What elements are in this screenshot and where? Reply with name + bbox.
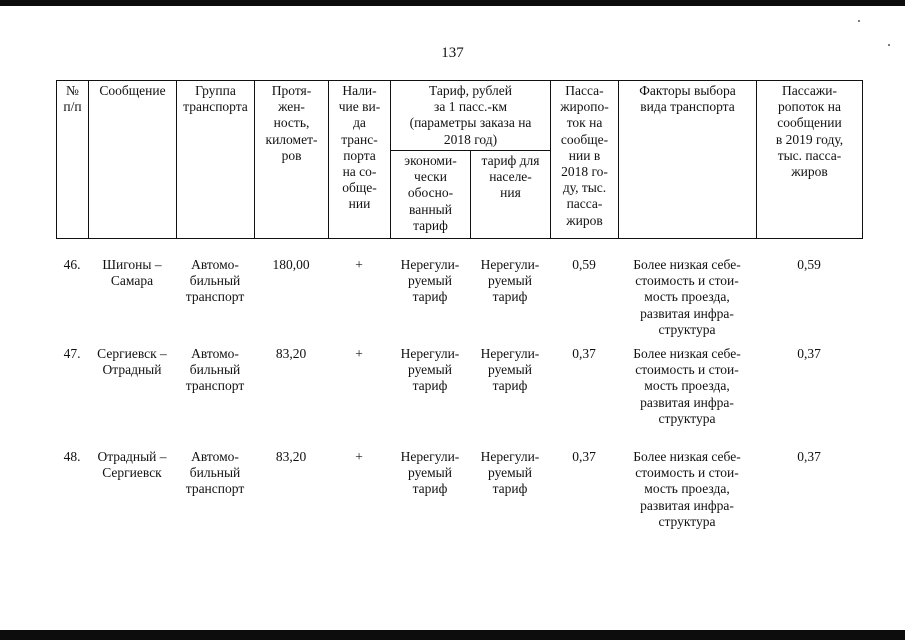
cell-factors [618,346,756,449]
cell-line: тариф [492,289,528,305]
cell-tariff-econ [390,346,470,449]
cell-line: 48. [63,449,81,464]
cell-length [254,346,328,449]
cell-line: да [353,115,366,131]
cell-line: тариф для [481,153,540,168]
cell-length [254,239,328,346]
header-tariff-econ [391,151,471,239]
cell-line: + [355,449,363,464]
page-number: 137 [441,45,464,61]
cell-line: обосно- [407,185,454,201]
header-group [177,81,255,239]
header-tariff-pop [471,151,551,239]
cell-line: руемый [408,362,452,378]
cell-line: тариф [492,378,528,394]
cell-line: Пассажи- [782,83,837,98]
cell-line: транспорт [185,289,245,305]
cell-line: бильный [189,362,241,378]
cell-tariff-econ [390,239,470,346]
cell-line: Отрадный – [97,449,167,464]
cell-line: населе- [489,169,532,185]
cell-route [88,449,176,552]
cell-line: транс- [341,131,378,147]
cell-line: 0,37 [572,449,596,464]
cell-flow2018 [550,346,618,449]
cell-line: бильный [189,273,241,289]
cell-line: в 2019 году, [775,131,844,147]
cell-line: руемый [408,273,452,289]
cell-line: Нерегули- [480,257,540,272]
cell-line: ность, [273,115,310,131]
cell-line: Сергиевск [102,465,162,481]
header-num [57,81,89,239]
cell-line: структура [658,513,716,529]
cell-route [88,346,176,449]
cell-line: Автомо- [191,449,239,464]
cell-line: Пасса- [565,83,604,98]
cell-line: экономи- [404,153,457,168]
cell-line: структура [658,410,716,426]
cell-num [56,346,88,449]
cell-line: Нерегули- [400,346,460,361]
cell-line: 83,20 [275,449,307,464]
cell-flow2019 [756,346,862,449]
cell-line: обще- [342,180,377,196]
cell-line: Нерегули- [480,449,540,464]
top-scan-border [0,0,905,6]
table-row [56,346,862,449]
cell-line: (параметры заказа на [409,115,532,131]
cell-line: Сергиевск – [97,346,167,361]
cell-line: п/п [63,99,82,115]
cell-num [56,239,88,346]
header-length [255,81,329,239]
cell-line: структура [658,321,716,337]
cell-line: 0,37 [797,449,821,464]
cell-line: Шигоны – [102,257,162,272]
cell-line: стоимость и стои- [635,273,739,289]
cell-group [176,346,254,449]
cell-line: жен- [278,99,305,115]
cell-line: чие ви- [338,99,381,115]
cell-line: транспорт [185,378,245,394]
cell-line: развитая инфра- [640,305,734,321]
cell-line: ропоток на [778,99,841,115]
header-flow-2019 [757,81,863,239]
header-route [89,81,177,239]
cell-line: ток на [566,115,603,131]
cell-line: 0,37 [797,346,821,361]
header-tariff [391,81,551,151]
cell-line: Группа [195,83,236,98]
cell-line: жиров [566,212,603,228]
cell-line: за 1 пасс.-км [434,99,507,115]
cell-line: руемый [488,362,532,378]
cell-line: нии в [568,147,601,163]
cell-line: 180,00 [272,257,310,272]
cell-line: Факторы выбора [639,83,736,98]
cell-flow2018 [550,449,618,552]
cell-line: Более низкая себе- [633,346,741,361]
cell-line: сообще- [560,131,609,147]
cell-line: мость проезда, [644,289,730,305]
cell-line: чески [414,169,447,185]
cell-line: Самара [110,273,154,289]
cell-line: + [355,346,363,361]
cell-line: руемый [488,273,532,289]
transport-table [56,80,862,552]
cell-line: мость проезда, [644,481,730,497]
cell-group [176,239,254,346]
cell-line: сообщении [777,115,842,131]
cell-line: пасса- [566,196,603,212]
cell-group [176,449,254,552]
cell-line: стоимость и стои- [635,465,739,481]
cell-line: тыс. пасса- [777,147,842,163]
cell-line: ров [281,147,302,163]
bottom-scan-border [0,630,905,640]
cell-line: порта [343,147,376,163]
cell-line: 47. [63,346,81,361]
cell-line: ду, тыс. [562,180,607,196]
cell-length [254,449,328,552]
cell-line: руемый [488,465,532,481]
cell-line: 0,59 [572,257,596,272]
cell-tariff-pop [470,346,550,449]
header-flow-2018 [551,81,619,239]
cell-line: Сообщение [99,83,166,98]
cell-line: Нерегули- [400,257,460,272]
cell-line: транспорта [183,99,248,115]
cell-line: 2018 год) [443,131,498,147]
cell-line: развитая инфра- [640,497,734,513]
cell-line: стоимость и стои- [635,362,739,378]
cell-line: № [66,83,79,98]
cell-tariff-econ [390,449,470,552]
cell-line: + [355,257,363,272]
cell-flow2019 [756,449,862,552]
cell-line: вида транспорта [640,99,735,115]
cell-line: тариф [412,378,448,394]
cell-line: на со- [342,164,377,180]
cell-line: 2018 го- [561,164,608,180]
cell-route [88,239,176,346]
cell-line: нии [348,196,371,212]
cell-factors [618,449,756,552]
cell-line: транспорт [185,481,245,497]
cell-line: Нерегули- [400,449,460,464]
header-availability [329,81,391,239]
cell-line: мость проезда, [644,378,730,394]
cell-line: жиров [791,164,828,180]
cell-availability [328,346,390,449]
cell-line: Автомо- [191,257,239,272]
table-body [56,239,862,552]
cell-availability [328,239,390,346]
cell-tariff-pop [470,239,550,346]
cell-line: руемый [408,465,452,481]
cell-line: километ- [265,131,318,147]
cell-line: тариф [492,481,528,497]
cell-flow2019 [756,239,862,346]
table-header [56,80,863,239]
cell-line: 0,37 [572,346,596,361]
cell-availability [328,449,390,552]
cell-line: Более низкая себе- [633,257,741,272]
cell-line: Более низкая себе- [633,449,741,464]
cell-flow2018 [550,239,618,346]
cell-line: 0,59 [797,257,821,272]
header-factors [619,81,757,239]
table-row [56,239,862,346]
cell-line: 83,20 [275,346,307,361]
cell-line: бильный [189,465,241,481]
cell-tariff-pop [470,449,550,552]
cell-line: ния [500,185,521,201]
cell-line: тариф [413,217,448,233]
cell-line: Нали- [342,83,377,98]
scan-speck [858,20,860,22]
cell-line: Отрадный [102,362,162,378]
cell-line: Протя- [271,83,312,98]
cell-line: ванный [409,201,452,217]
cell-factors [618,239,756,346]
cell-line: Нерегули- [480,346,540,361]
cell-line: Тариф, рублей [428,83,512,98]
cell-line: тариф [412,289,448,305]
cell-line: 46. [63,257,81,272]
cell-line: жиропо- [560,99,609,115]
table-row [56,449,862,552]
cell-line: тариф [412,481,448,497]
cell-num [56,449,88,552]
cell-line: развитая инфра- [640,394,734,410]
cell-line: Автомо- [191,346,239,361]
